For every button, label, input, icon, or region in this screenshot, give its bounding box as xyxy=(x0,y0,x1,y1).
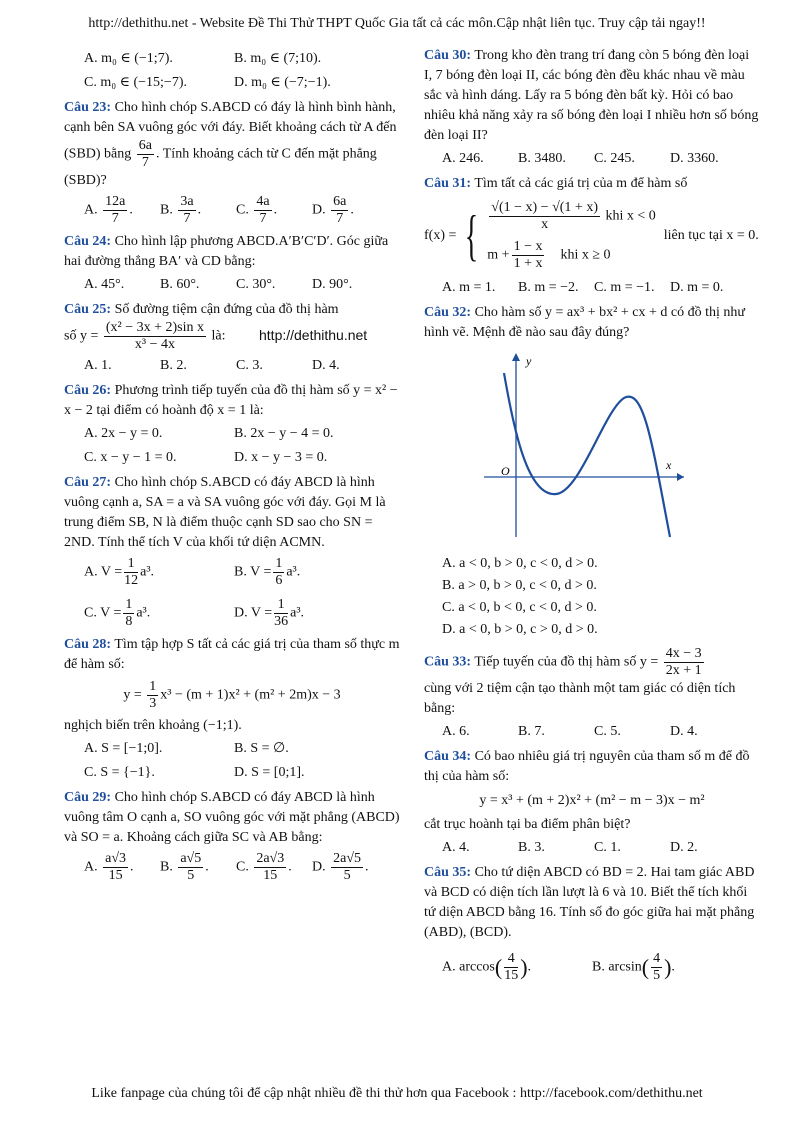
q32-options xyxy=(424,554,760,640)
q34-option-a: A. 4. xyxy=(442,840,470,855)
cubic-graph xyxy=(484,351,694,541)
q29-option-a: A. $\frac{a√3}{15}$ . xyxy=(84,851,134,883)
q32-option-a: A. a < 0, b > 0, c < 0, d > 0. xyxy=(442,556,598,571)
q28-options xyxy=(64,739,400,783)
q28-text: Câu 28: Tìm tập hợp S tất cả các giá trị của tham số thực m để hàm số: xyxy=(64,637,400,672)
q33-text-2: cùng với 2 tiệm cận tạo thành một tam giác có diện tích bằng: xyxy=(424,681,736,716)
q33-option-b: B. 7. xyxy=(518,724,545,739)
cubic-curve xyxy=(504,373,670,537)
q29-option-b: B. $\frac{a√5}{5}$ . xyxy=(160,851,209,883)
q34-option-b: B. 3. xyxy=(518,840,545,855)
q27-options xyxy=(64,556,400,630)
q35-text: Câu 35: Cho tứ diện ABCD có BD = 2. Hai tam giác ABD và BCD có diện tích lần lượt là 6 và 10. Biết thể tích khối tứ diện ABCD bằng 16. Tính số đo góc giữa hai mặt phẳng (ABD), (BCD). xyxy=(424,865,755,940)
q22-option-b: B. m₀ ∈ (7;10). xyxy=(234,51,322,66)
q25-options xyxy=(64,356,400,376)
q22-options xyxy=(64,49,400,93)
q30-option-a: A. 246. xyxy=(442,151,484,166)
q26-option-b: B. 2x − y − 4 = 0. xyxy=(234,426,334,441)
page-header: http://dethithu.net - Website Đề Thi Thử THPT Quốc Gia tất cả các môn.Cập nhật liên tục. Truy cập tải ngay!! xyxy=(88,16,706,31)
q22-option-d: D. m₀ ∈ (−7;−1). xyxy=(234,75,331,90)
q29-options xyxy=(64,851,400,884)
q33-option-a: A. 6. xyxy=(442,724,470,739)
q22-option-a: A. m₀ ∈ (−1;7). xyxy=(84,51,173,66)
q31-options xyxy=(424,278,760,298)
q28-option-d: D. S = [0;1]. xyxy=(234,765,305,780)
q32-option-d: D. a < 0, b > 0, c > 0, d > 0. xyxy=(442,622,598,637)
q25-formula: số y = $\frac{\text{(x² − 3x + 2)sin x}}{\text{x³ − 4x}}$ là: http://dethithu.net xyxy=(64,320,368,352)
q26-option-d: D. x − y − 3 = 0. xyxy=(234,450,328,465)
q29-option-d: D. $\frac{2a√5}{5}$ . xyxy=(312,851,369,883)
q27-text: Câu 27: Cho hình chóp S.ABCD có đáy ABCD là hình vuông cạnh a, SA = a và SA vuông góc với đáy. Gọi M là trung điểm SB, N là điểm thuộc cạnh SD sao cho SN = 2ND. Tính thể tích V của khối tứ diện ACMN. xyxy=(64,475,386,550)
q24-option-d: D. 90°. xyxy=(312,277,353,292)
q25-option-c: C. 3. xyxy=(236,358,263,373)
q30-options xyxy=(424,149,760,169)
q26-options xyxy=(64,424,400,468)
y-axis-label: y xyxy=(526,354,532,368)
q24-option-a: A. 45°. xyxy=(84,277,125,292)
q23-text: Câu 23: Cho hình chóp S.ABCD có đáy là hình bình hành, cạnh bên SA vuông góc với đáy. Biết khoảng cách từ A đến (SBD) bằng $\frac{6a}{7}$ . Tính khoảng cách từ C đến mặt phẳng (SBD)? xyxy=(64,100,397,188)
q31-option-c: C. m = −1. xyxy=(594,280,655,295)
q23-options xyxy=(64,194,400,227)
q31-text: Câu 31: Tìm tất cả các giá trị của m để hàm số xyxy=(424,176,688,191)
left-column xyxy=(64,46,400,889)
q31-option-b: B. m = −2. xyxy=(518,280,579,295)
q23-fraction: $\frac{6a}{7}$ xyxy=(138,138,152,170)
q26-text: Câu 26: Phương trình tiếp tuyến của đồ thị hàm số y = x² − x − 2 tại điểm có hoành độ x = 1 là: xyxy=(64,383,398,418)
q34-text-2: cắt trục hoành tại ba điểm phân biệt? xyxy=(424,817,631,832)
q35-options xyxy=(424,951,760,984)
x-axis-arrow xyxy=(677,473,684,481)
origin-label: O xyxy=(501,464,510,478)
q34-formula: y = x³ + (m + 2)x² + (m² − m − 3)x − m² xyxy=(479,793,705,808)
q30-text: Câu 30: Trong kho đèn trang trí đang còn 5 bóng đèn loại I, 7 bóng đèn loại II, các bóng đèn đều khác nhau về màu sắc và hình dáng. Lấy ra 5 bóng đèn bất kỳ. Hỏi có bao nhiêu khả năng xảy ra số bóng đèn loại I nhiều hơn số bóng đèn loại II? xyxy=(424,48,759,143)
q34-options xyxy=(424,838,760,858)
q24-text: Câu 24: Cho hình lập phương ABCD.A′B′C′D′. Góc giữa hai đường thẳng BA′ và CD bằng: xyxy=(64,234,389,269)
q31-option-a: A. m = 1. xyxy=(442,280,496,295)
q29-text: Câu 29: Cho hình chóp S.ABCD có đáy ABCD là hình vuông tâm O cạnh a, SO vuông góc với mặt phẳng (ABCD) và SO = a. Khoảng cách giữa SC và AB bằng: xyxy=(64,790,400,845)
q27-option-a: A. V = $\frac{1}{12}$ a³. xyxy=(84,556,155,588)
q27-option-c: C. V = $\frac{1}{8}$ a³. xyxy=(84,597,151,629)
q33-option-d: D. 4. xyxy=(670,724,698,739)
q32-text: Câu 32: Cho hàm số y = ax³ + bx² + cx + d có đồ thị như hình vẽ. Mệnh đề nào sau đây đúng? xyxy=(424,305,745,340)
q23-option-c: C. $\frac{4a}{7}$ . xyxy=(236,194,278,226)
q31-piecewise: f(x) = { $\frac{√(1 - x) - √(1 + x)}{x}$ khi x < 0 m + $\frac{1 - x}{1 + x}$ khi x ≥ 0 liên tục tại x = 0. xyxy=(424,200,759,271)
q25-option-b: B. 2. xyxy=(160,358,187,373)
q27-option-d: D. V = $\frac{1}{36}$ a³. xyxy=(234,597,305,629)
q28-option-c: C. S = {−1}. xyxy=(84,765,155,780)
page-footer: Like fanpage của chúng tôi để cập nhật nhiều đề thi thử hơn qua Facebook : http://facebook.com/dethithu.net xyxy=(91,1086,703,1101)
q30-option-b: B. 3480. xyxy=(518,151,566,166)
q34-option-c: C. 1. xyxy=(594,840,621,855)
q28-option-b: B. S = ∅. xyxy=(234,741,289,756)
q25-text: Câu 25: Số đường tiệm cận đứng của đồ thị hàm xyxy=(64,302,339,317)
q32-graph xyxy=(484,351,760,548)
q23-option-a: A. $\frac{12a}{7}$ . xyxy=(84,194,133,226)
q28-formula: y = $\frac{1}{3}$ x³ − (m + 1)x² + (m² + 2m)x − 3 xyxy=(123,679,341,711)
q22-option-c: C. m₀ ∈ (−15;−7). xyxy=(84,75,187,90)
q28-text-2: nghịch biến trên khoảng (−1;1). xyxy=(64,718,242,733)
q30-option-d: D. 3360. xyxy=(670,151,719,166)
q23-label: Câu 23: xyxy=(64,100,112,115)
q29-option-c: C. $\frac{2a√3}{15}$ . xyxy=(236,851,292,883)
q23-option-b: B. $\frac{3a}{7}$ . xyxy=(160,194,202,226)
q28-option-a: A. S = [−1;0]. xyxy=(84,741,163,756)
q26-option-a: A. 2x − y = 0. xyxy=(84,426,163,441)
q24-options xyxy=(64,275,400,295)
q35-option-a: A. arccos( $\frac{4}{15}$ ). xyxy=(442,951,532,983)
q32-option-c: C. a < 0, b < 0, c < 0, d > 0. xyxy=(442,600,597,615)
q24-option-b: B. 60°. xyxy=(160,277,200,292)
q27-option-b: B. V = $\frac{1}{6}$ a³. xyxy=(234,556,301,588)
q25-option-a: A. 1. xyxy=(84,358,112,373)
q33-text: Câu 33: Tiếp tuyến của đồ thị hàm số y = $\frac{4x - 3}{2x + 1}$ xyxy=(424,646,702,678)
x-axis-label: x xyxy=(666,458,672,472)
q25-option-d: D. 4. xyxy=(312,358,340,373)
q35-option-b: B. arcsin( $\frac{4}{5}$ ). xyxy=(592,951,675,983)
q24-option-c: C. 30°. xyxy=(236,277,276,292)
q26-option-c: C. x − y − 1 = 0. xyxy=(84,450,177,465)
q34-text: Câu 34: Có bao nhiêu giá trị nguyên của tham số m để đồ thị của hàm số: xyxy=(424,749,750,784)
right-column xyxy=(424,46,760,989)
q32-option-b: B. a > 0, b > 0, c < 0, d > 0. xyxy=(442,578,597,593)
q23-option-d: D. $\frac{6a}{7}$ . xyxy=(312,194,354,226)
q33-option-c: C. 5. xyxy=(594,724,621,739)
q33-options xyxy=(424,722,760,742)
q30-option-c: C. 245. xyxy=(594,151,635,166)
q34-option-d: D. 2. xyxy=(670,840,698,855)
y-axis-arrow xyxy=(512,353,520,361)
watermark: http://dethithu.net xyxy=(259,326,368,343)
q31-option-d: D. m = 0. xyxy=(670,280,724,295)
